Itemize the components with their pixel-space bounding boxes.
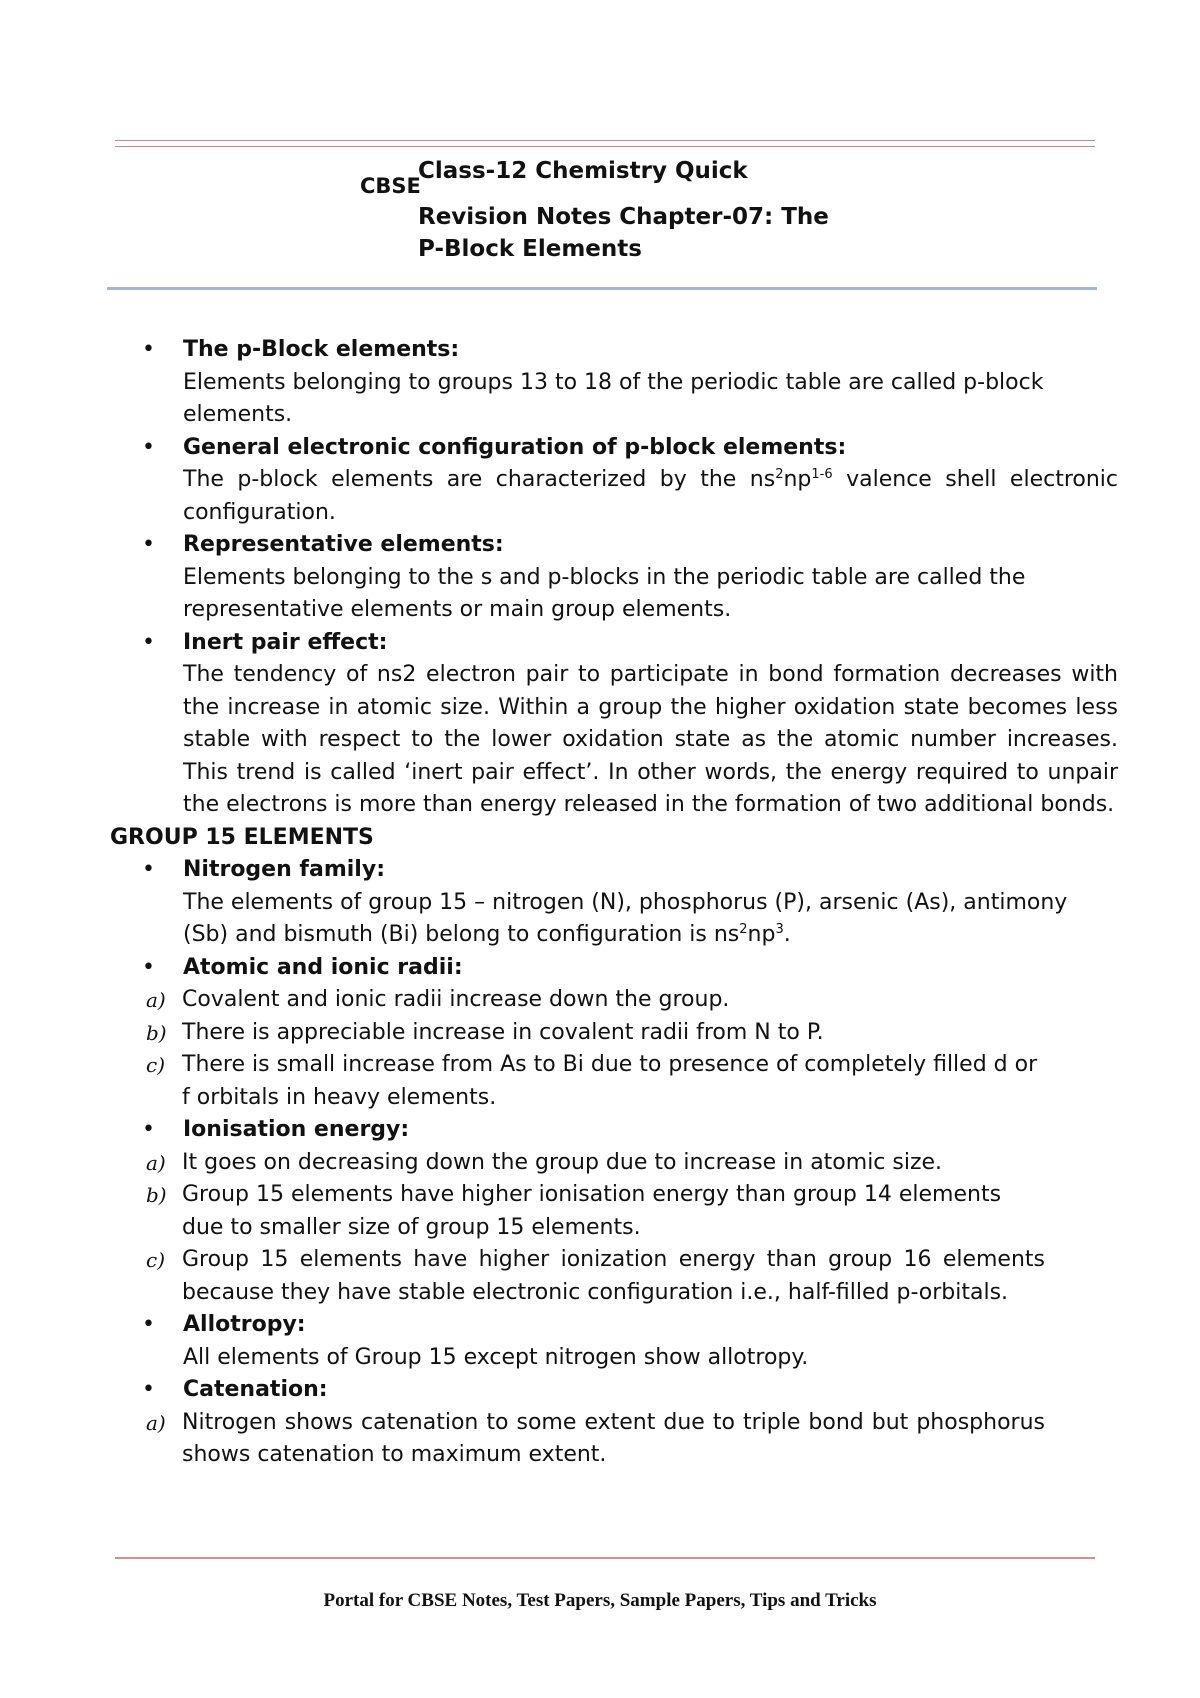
footer-rule	[115, 1557, 1095, 1559]
title-line-3: P-Block Elements	[418, 236, 642, 262]
bullet-text: Elements belonging to the s and p-blocks in the periodic table are called the representative elements or main group elements.	[183, 564, 1026, 622]
sub-text: It goes on decreasing down the group due to increase in atomic size.	[182, 1149, 943, 1175]
sub-item	[110, 1049, 1045, 1114]
bullet-heading: • Catenation:	[183, 1377, 328, 1402]
bullet-atomic-ionic-radii	[110, 952, 1110, 985]
bullet-catenation	[110, 1374, 1110, 1407]
bullet-text: The elements of group 15 – nitrogen (N), phosphorus (P), arsenic (As), antimony (Sb) and bismuth (Bi) belong to configuration is $ns^2np^3$.	[183, 889, 1068, 947]
sub-item	[110, 1244, 1045, 1309]
header-bottom-rule	[107, 287, 1097, 290]
bullet-text: Elements belonging to groups 13 to 18 of the periodic table are called p-block elements.	[183, 369, 1044, 427]
bullet-heading: • Atomic and ionic radii:	[183, 954, 463, 980]
title-line-2: Revision Notes Chapter-07: The	[418, 204, 829, 230]
bullet-ionisation-energy	[110, 1114, 1110, 1147]
sub-marker: c)	[146, 1248, 166, 1272]
sub-text: There is appreciable increase in covalent radii from N to P.	[182, 1019, 824, 1045]
sublist-ionisation-energy	[110, 1147, 1110, 1310]
sub-marker: a)	[146, 1150, 166, 1175]
sublist-catenation	[110, 1407, 1110, 1472]
bullet-text: All elements of Group 15 except nitrogen show allotropy.	[183, 1344, 809, 1370]
header-top-rule	[115, 140, 1095, 147]
bullet-inert-pair-effect	[110, 627, 1118, 822]
sub-text: There is small increase from As to Bi due to presence of completely filled d or f orbitals in heavy elements.	[182, 1052, 1038, 1110]
sub-marker: c)	[146, 1053, 166, 1077]
bullet-heading: • The p-Block elements:	[183, 337, 460, 362]
bullet-text: The p-block elements are characterized by the $ns^2np^{1-6}$ valence shell electronic configuration.	[183, 467, 1118, 525]
sub-item	[110, 1179, 1045, 1244]
sub-marker: a)	[146, 1410, 166, 1435]
bullet-heading: • Inert pair effect:	[183, 629, 388, 655]
bullet-representative-elements	[110, 529, 1110, 627]
section-heading-group-15: GROUP 15 ELEMENTS	[110, 824, 374, 850]
sub-text: Nitrogen shows catenation to some extent due to triple bond but phosphorus shows catenation to maximum extent.	[182, 1409, 1045, 1467]
bullet-p-block-elements	[110, 334, 1110, 432]
sublist-atomic-ionic-radii	[110, 984, 1110, 1114]
bullet-general-configuration	[110, 432, 1118, 530]
sub-item	[110, 1017, 1045, 1050]
bullet-heading: • Ionisation energy:	[183, 1117, 410, 1142]
bullet-heading: • Allotropy:	[183, 1312, 306, 1337]
sub-text: Group 15 elements have higher ionisation energy than group 14 elements due to smaller size of group 15 elements.	[182, 1182, 1002, 1240]
sub-item	[110, 984, 1045, 1017]
title-cbse: CBSE	[360, 174, 421, 198]
sub-text: Covalent and ionic radii increase down the group.	[182, 987, 730, 1012]
bullet-heading: • General electronic configuration of p-block elements:	[183, 434, 847, 460]
bullet-allotropy	[110, 1309, 1110, 1374]
sub-marker: b)	[146, 1020, 167, 1045]
title-line-1: Class-12 Chemistry Quick	[418, 158, 748, 184]
sub-marker: a)	[146, 988, 166, 1012]
sub-text: Group 15 elements have higher ionization energy than group 16 elements because they have stable electronic configuration i.e., half-filled p-orbitals.	[182, 1247, 1045, 1305]
bullet-heading: • Representative elements:	[183, 532, 504, 557]
sub-marker: b)	[146, 1183, 167, 1207]
bullet-heading: • Nitrogen family:	[183, 857, 385, 882]
sub-item	[110, 1407, 1045, 1472]
footer-text: Portal for CBSE Notes, Test Papers, Sample Papers, Tips and Tricks	[323, 1590, 877, 1611]
notes-content	[110, 334, 1118, 1472]
sub-item	[110, 1147, 1045, 1180]
bullet-nitrogen-family	[110, 854, 1110, 952]
bullet-text: The tendency of ns2 electron pair to participate in bond formation decreases with the increase in atomic size. Within a group the higher oxidation state becomes less stable with respect to the lower oxidation state as the atomic number increases. This trend is called ‘inert pair effect’. In other words, the energy required to unpair the electrons is more than energy released in the formation of two additional bonds.	[183, 662, 1118, 817]
